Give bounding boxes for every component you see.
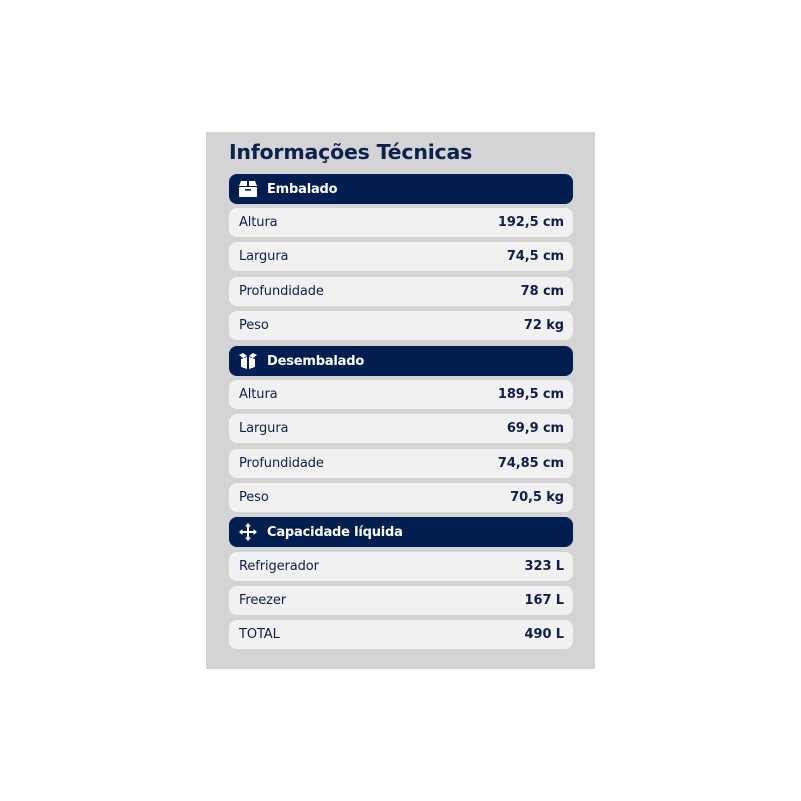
spec-label: Peso: [239, 318, 269, 333]
spec-row-total: [229, 620, 573, 649]
section-label: Embalado: [267, 181, 338, 197]
box-closed-icon: [238, 179, 258, 199]
box-open-icon: [238, 351, 258, 371]
section-header-capacidade: [229, 517, 573, 547]
spec-label: Profundidade: [239, 456, 324, 471]
spec-row-altura: [229, 208, 573, 237]
spec-row-largura: [229, 414, 573, 443]
spec-label: Largura: [239, 249, 289, 264]
spec-value: 74,85 cm: [497, 456, 564, 471]
section-label: Desembalado: [267, 353, 365, 369]
spec-value: 189,5 cm: [497, 387, 564, 402]
spec-value: 490 L: [524, 627, 564, 642]
spec-row-freezer: [229, 586, 573, 615]
spec-label: Peso: [239, 490, 269, 505]
spec-label: Profundidade: [239, 284, 324, 299]
section-header-desembalado: [229, 346, 573, 376]
spec-value: 192,5 cm: [497, 215, 564, 230]
spec-row-profundidade: [229, 449, 573, 478]
spec-value: 323 L: [524, 559, 564, 574]
spec-value: 78 cm: [520, 284, 564, 299]
arrows-move-icon: [238, 522, 258, 542]
spec-row-refrigerador: [229, 552, 573, 581]
tech-info-panel: [206, 132, 595, 669]
spec-label: Largura: [239, 421, 289, 436]
spec-value: 74,5 cm: [506, 249, 564, 264]
spec-row-peso: [229, 311, 573, 340]
spec-row-altura: [229, 380, 573, 409]
spec-value: 69,9 cm: [506, 421, 564, 436]
spec-row-largura: [229, 242, 573, 271]
section-label: Capacidade líquida: [267, 524, 403, 540]
spec-value: 72 kg: [523, 318, 564, 333]
spec-row-profundidade: [229, 277, 573, 306]
spec-label: Altura: [239, 215, 278, 230]
spec-value: 167 L: [524, 593, 564, 608]
section-header-embalado: [229, 174, 573, 204]
spec-label: Freezer: [239, 593, 287, 608]
spec-label: Altura: [239, 387, 278, 402]
spec-value: 70,5 kg: [510, 490, 564, 505]
spec-row-peso: [229, 483, 573, 512]
spec-label: Refrigerador: [239, 559, 319, 574]
spec-label: TOTAL: [239, 627, 280, 642]
panel-title: Informações Técnicas: [229, 140, 473, 164]
